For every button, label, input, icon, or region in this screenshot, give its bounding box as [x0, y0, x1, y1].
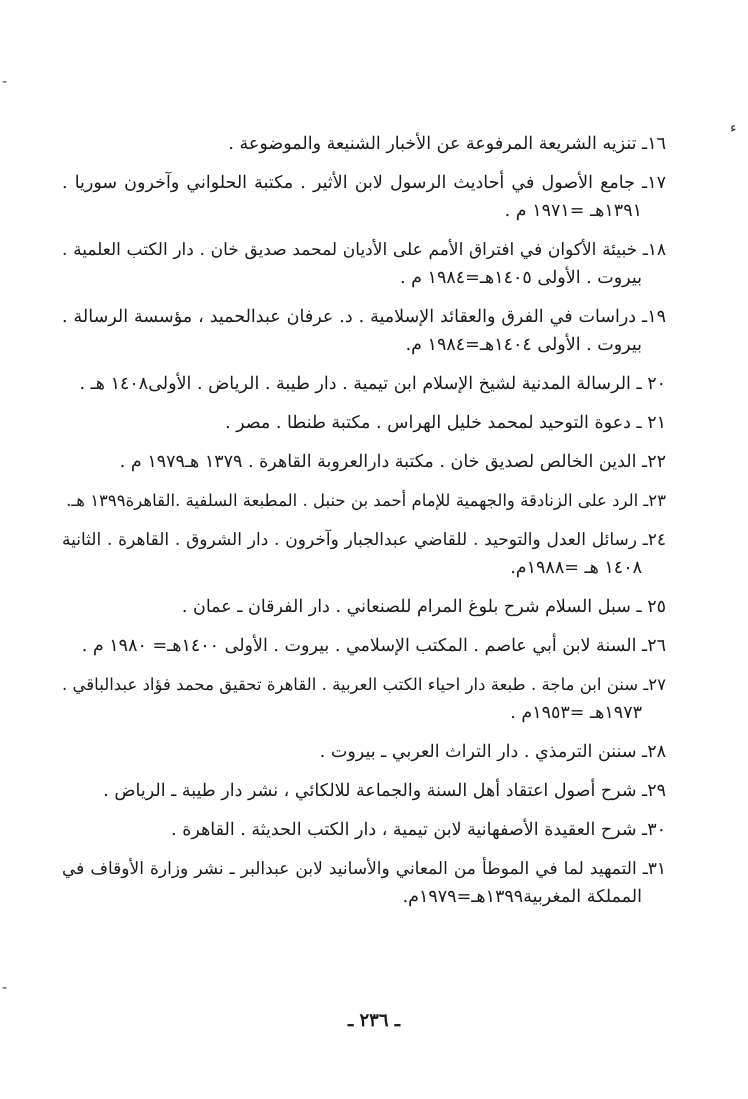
entry-line: ١٩ـ دراسات في الفرق والعقائد الإسلامية . د. عرفان عبدالحميد ، مؤسسة الرسالة . [62, 307, 666, 327]
entry-line: ٢٥ ـ سبل السلام شرح بلوغ المرام للصنعاني . دار الفرقان ـ عمان . [181, 597, 666, 617]
bibliography-entry [62, 632, 666, 660]
bibliography-entry [62, 816, 666, 844]
entry-line: ٣١ـ التمهيد لما في الموطأ من المعاني والأسانيد لابن عبدالبر ـ نشر وزارة الأوقاف في [62, 859, 666, 879]
bibliography-entry [62, 130, 666, 158]
bibliography-list [62, 130, 666, 922]
bibliography-entry [62, 409, 666, 437]
margin-mark: - [2, 74, 8, 90]
entry-line: ٢٦ـ السنة لابن أبي عاصم . المكتب الإسلامي . بيروت . الأولى ١٤٠٠هـ= ١٩٨٠ م . [81, 636, 666, 656]
bibliography-entry [62, 777, 666, 805]
entry-line: ١٦ـ تنزيه الشريعة المرفوعة عن الأخبار الشنيعة والموضوعة . [228, 134, 666, 154]
entry-line: ٢٢ـ الدين الخالص لصديق خان . مكتبة دارالعروبة القاهرة . ١٣٧٩ هـ١٩٧٩ م . [119, 452, 666, 472]
entry-line: ٢٩ـ شرح أصول اعتقاد أهل السنة والجماعة للالكائي ، نشر دار طيبة ـ الرياض . [103, 781, 666, 801]
bibliography-entry [62, 236, 666, 292]
margin-mark: ء [730, 120, 737, 136]
bibliography-entry [62, 370, 666, 398]
entry-line: ١٨ـ خبيئة الأكوان في افتراق الأمم على الأديان لمحمد صديق خان . دار الكتب العلمية . [62, 240, 666, 260]
entry-continuation-line: بيروت . الأولى ١٤٠٤هـ=١٩٨٤ م. [405, 335, 642, 355]
entry-line: ٢٣ـ الرد على الزنادقة والجهمية للإمام أحمد بن حنبل . المطبعة السلفية .القاهرة١٣٩٩ هـ. [66, 491, 666, 510]
entry-line: ٢٤ـ رسائل العدل والتوحيد . للقاضي عبدالجبار وآخرون . دار الشروق . القاهرة . الثانية [62, 530, 666, 550]
bibliography-entry [62, 303, 666, 359]
entry-line: ٢٠ ـ الرسالة المدنية لشيخ الإسلام ابن تيمية . دار طيبة . الرياض . الأولى١٤٠٨ هـ . [79, 374, 666, 394]
entry-continuation-line: ١٤٠٨ هـ =١٩٨٨م. [510, 558, 642, 578]
bibliography-entry [62, 671, 666, 727]
entry-line: ٢١ ـ دعوة التوحيد لمحمد خليل الهراس . مكتبة طنطا . مصر . [224, 413, 666, 433]
bibliography-entry [62, 738, 666, 766]
bibliography-entry [62, 526, 666, 582]
entry-continuation-line: ١٣٩١هـ =١٩٧١ م . [504, 201, 642, 221]
bibliography-entry [62, 169, 666, 225]
entry-continuation-line: بيروت . الأولى ١٤٠٥هـ=١٩٨٤ م . [400, 268, 642, 288]
entry-line: ٢٧ـ سنن ابن ماجة . طبعة دار احياء الكتب العربية . القاهرة تحقيق محمد فؤاد عبدالباقي . [62, 675, 666, 694]
entry-continuation-line: ١٩٧٣هـ =١٩٥٣م . [510, 703, 642, 723]
margin-mark: - [2, 980, 8, 996]
entry-line: ٣٠ـ شرح العقيدة الأصفهانية لابن تيمية ، دار الكتب الحديثة . القاهرة . [171, 820, 666, 840]
bibliography-entry [62, 593, 666, 621]
bibliography-entry [62, 448, 666, 476]
entry-line: ٢٨ـ سننن الترمذي . دار التراث العربي ـ بيروت . [319, 742, 666, 762]
bibliography-entry [62, 487, 666, 515]
entry-line: ١٧ـ جامع الأصول في أحاديث الرسول لابن الأثير . مكتبة الحلواني وآخرون سوريا . [62, 173, 666, 193]
page-number: ـ ٢٣٦ ـ [347, 1010, 401, 1031]
entry-continuation-line: المملكة المغربية١٣٩٩هـ=١٩٧٩م. [402, 887, 642, 907]
bibliography-entry [62, 855, 666, 911]
